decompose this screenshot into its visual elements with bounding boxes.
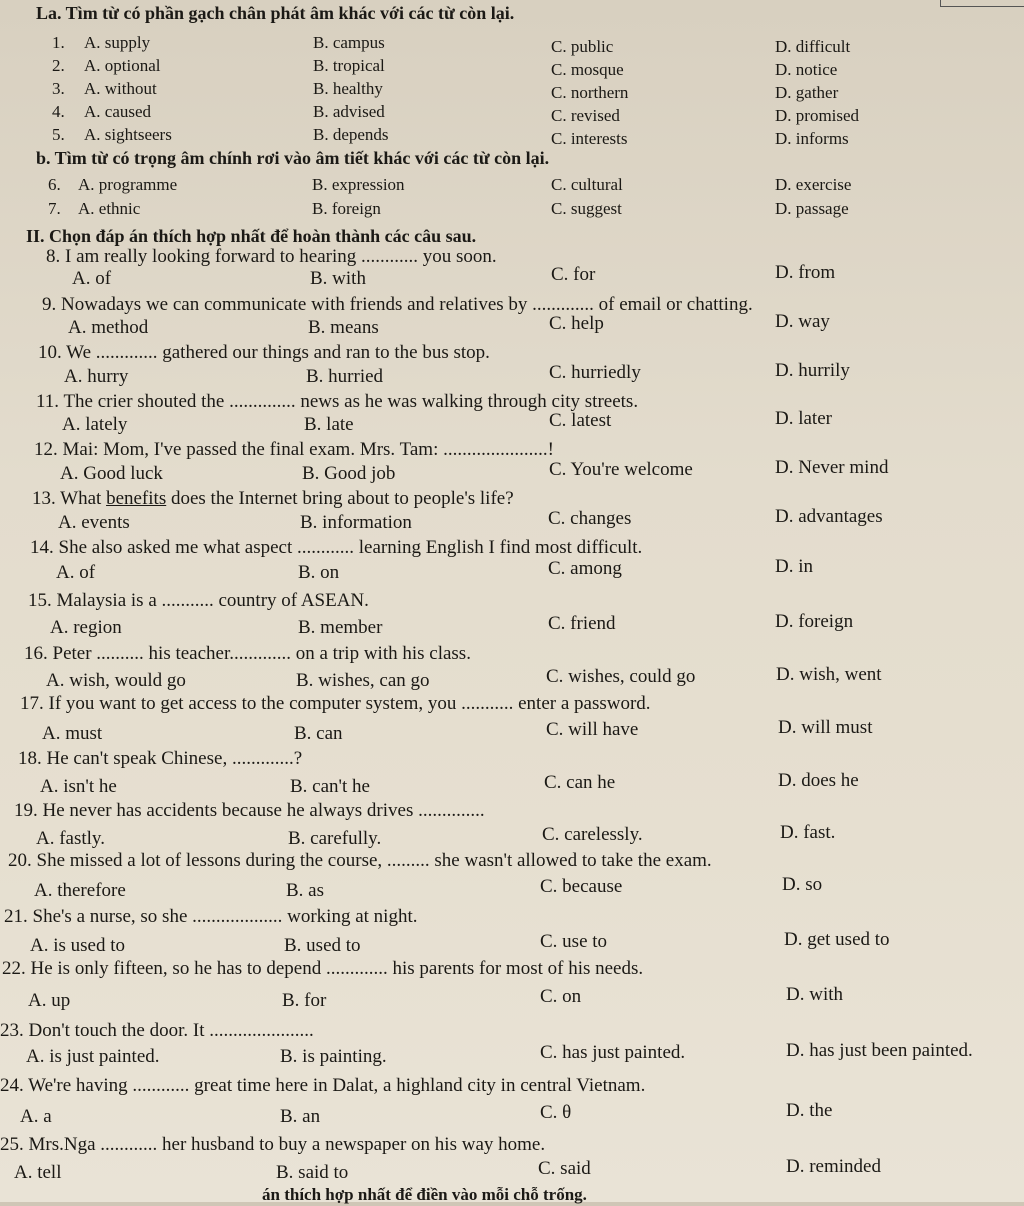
option-b: B. healthy [313, 79, 383, 98]
option-a: A. wish, would go [46, 670, 186, 691]
option-a: A. Good luck [60, 463, 163, 484]
option-d: D. notice [775, 60, 838, 79]
option-b: B. depends [313, 125, 389, 144]
option-c: C. hurriedly [549, 362, 641, 383]
option-b: B. is painting. [280, 1046, 387, 1067]
option-b: B. on [298, 562, 340, 583]
option-a: A. of [72, 268, 112, 289]
option-c: C. carelessly. [542, 824, 643, 845]
option-b: B. wishes, can go [296, 670, 430, 691]
option-d: D. foreign [775, 611, 854, 632]
item-number: 3. [52, 79, 65, 98]
option-c: C. You're welcome [549, 459, 693, 480]
option-c: C. will have [546, 719, 639, 740]
option-d: D. fast. [780, 822, 836, 843]
section-a-heading: La. Tìm từ có phần gạch chân phát âm khác với các từ còn lại. [36, 3, 515, 23]
footer-heading: án thích hợp nhất để điền vào mỗi chỗ trống. [262, 1185, 587, 1204]
option-a: A. hurry [64, 366, 129, 387]
option-d: D. from [775, 262, 836, 283]
underlined-word: benefits [106, 488, 167, 509]
option-b: B. expression [312, 175, 405, 194]
item-number: 2. [52, 56, 65, 75]
question-text: 17. If you want to get access to the computer system, you ........... enter a password. [20, 693, 651, 714]
option-b: B. carefully. [288, 828, 382, 849]
option-a: A. events [58, 512, 130, 533]
option-c: C. northern [551, 83, 629, 102]
option-b: B. late [304, 414, 354, 435]
question-text: 24. We're having ............ great time here in Dalat, a highland city in central Vietnam. [0, 1075, 646, 1096]
option-c: C. changes [548, 508, 632, 529]
option-a: A. up [28, 990, 71, 1011]
item-number: 1. [52, 33, 65, 52]
option-c: C. revised [551, 106, 620, 125]
option-c: C. friend [548, 613, 616, 634]
corner-box [940, 0, 1024, 7]
option-a: A. region [50, 617, 122, 638]
option-b: B. hurried [306, 366, 384, 387]
question-text: 11. The crier shouted the .............. news as he was walking through city streets. [36, 391, 639, 412]
option-d: D. exercise [775, 175, 852, 194]
question-text: 19. He never has accidents because he always drives .............. [14, 800, 485, 821]
question-text: 22. He is only fifteen, so he has to depend ............. his parents for most of his needs. [2, 958, 644, 979]
option-b: B. means [308, 317, 379, 338]
option-b: B. information [300, 512, 412, 533]
option-b: B. with [310, 268, 366, 289]
option-a: A. sightseers [84, 125, 172, 144]
option-c: C. mosque [551, 60, 624, 79]
question-text: 10. We ............. gathered our things and ran to the bus stop. [38, 342, 490, 363]
question-text: 12. Mai: Mom, I've passed the final exam. Mrs. Tam: ......................! [34, 439, 554, 460]
option-c: C. on [540, 986, 582, 1007]
question-text: 9. Nowadays we can communicate with friends and relatives by ............. of email or chatting. [42, 294, 753, 315]
question-text: 23. Don't touch the door. It ...................... [0, 1020, 314, 1041]
option-c: C. interests [551, 129, 628, 148]
item-number: 5. [52, 125, 65, 144]
option-b: B. Good job [302, 463, 396, 484]
option-d: D. with [786, 984, 843, 1005]
option-c: C. suggest [551, 199, 622, 218]
option-d: D. has just been painted. [786, 1040, 973, 1061]
option-a: A. lately [62, 414, 128, 435]
option-c: C. help [549, 313, 604, 334]
question-text: 13. What benefits does the Internet bring about to people's life? [32, 488, 514, 509]
option-a: A. therefore [34, 880, 126, 901]
question-text: 8. I am really looking forward to hearing ............ you soon. [46, 246, 497, 267]
option-a: A. is used to [30, 935, 125, 956]
option-b: B. member [298, 617, 383, 638]
option-d: D. later [775, 408, 832, 429]
item-number: 4. [52, 102, 65, 121]
option-c: C. because [540, 876, 623, 897]
option-a: A. ethnic [78, 199, 141, 218]
question-text: 21. She's a nurse, so she ................... working at night. [4, 906, 418, 927]
option-a: A. isn't he [40, 776, 117, 797]
option-b: B. used to [284, 935, 361, 956]
option-d: D. hurrily [775, 360, 850, 381]
option-a: A. a [20, 1106, 52, 1127]
option-b: B. said to [276, 1162, 349, 1183]
option-c: C. among [548, 558, 622, 579]
option-a: A. method [68, 317, 149, 338]
option-b: B. foreign [312, 199, 381, 218]
option-c: C. cultural [551, 175, 623, 194]
option-d: D. in [775, 556, 813, 577]
option-b: B. as [286, 880, 324, 901]
option-b: B. can [294, 723, 343, 744]
question-text: 15. Malaysia is a ........... country of ASEAN. [28, 590, 369, 611]
option-a: A. must [42, 723, 103, 744]
option-b: B. for [282, 990, 327, 1011]
option-c: C. has just painted. [540, 1042, 686, 1063]
option-c: C. public [551, 37, 614, 56]
option-a: A. programme [78, 175, 178, 194]
question-text: 18. He can't speak Chinese, .............? [18, 748, 303, 769]
option-d: D. the [786, 1100, 833, 1121]
section-b-heading: b. Tìm từ có trọng âm chính rơi vào âm tiết khác với các từ còn lại. [36, 148, 550, 168]
option-d: D. passage [775, 199, 849, 218]
section-ii-heading: II. Chọn đáp án thích hợp nhất để hoàn thành các câu sau. [26, 226, 477, 246]
option-c: C. latest [549, 410, 612, 431]
option-a: A. without [84, 79, 157, 98]
option-d: D. informs [775, 129, 849, 148]
option-d: D. wish, went [776, 664, 882, 685]
option-a: A. optional [84, 56, 161, 75]
option-c: C. can he [544, 772, 616, 793]
option-d: D. gather [775, 83, 839, 102]
option-b: B. advised [313, 102, 385, 121]
item-number: 6. [48, 175, 61, 194]
question-text: 14. She also asked me what aspect ............ learning English I find most difficult. [30, 537, 643, 558]
option-a: A. is just painted. [26, 1046, 160, 1067]
option-d: D. advantages [775, 506, 883, 527]
question-text: 25. Mrs.Nga ............ her husband to buy a newspaper on his way home. [0, 1134, 546, 1155]
option-d: D. get used to [784, 929, 890, 950]
option-c: C. θ [540, 1102, 572, 1123]
question-text: 20. She missed a lot of lessons during the course, ......... she wasn't allowed to take the exam. [8, 850, 712, 871]
option-a: A. fastly. [36, 828, 105, 849]
option-a: A. tell [14, 1162, 62, 1183]
option-d: D. promised [775, 106, 860, 125]
option-d: D. difficult [775, 37, 851, 56]
option-b: B. campus [313, 33, 385, 52]
option-d: D. does he [778, 770, 859, 791]
option-d: D. so [782, 874, 823, 895]
option-c: C. use to [540, 931, 608, 952]
option-d: D. will must [778, 717, 873, 738]
item-number: 7. [48, 199, 61, 218]
option-a: A. supply [84, 33, 151, 52]
option-d: D. reminded [786, 1156, 881, 1177]
question-text: 16. Peter .......... his teacher............. on a trip with his class. [24, 643, 471, 664]
option-b: B. tropical [313, 56, 385, 75]
option-c: C. for [551, 264, 596, 285]
option-a: A. of [56, 562, 96, 583]
option-c: C. said [538, 1158, 591, 1179]
option-c: C. wishes, could go [546, 666, 696, 687]
option-d: D. Never mind [775, 457, 889, 478]
option-d: D. way [775, 311, 830, 332]
option-b: B. an [280, 1106, 321, 1127]
option-b: B. can't he [290, 776, 370, 797]
option-a: A. caused [84, 102, 152, 121]
